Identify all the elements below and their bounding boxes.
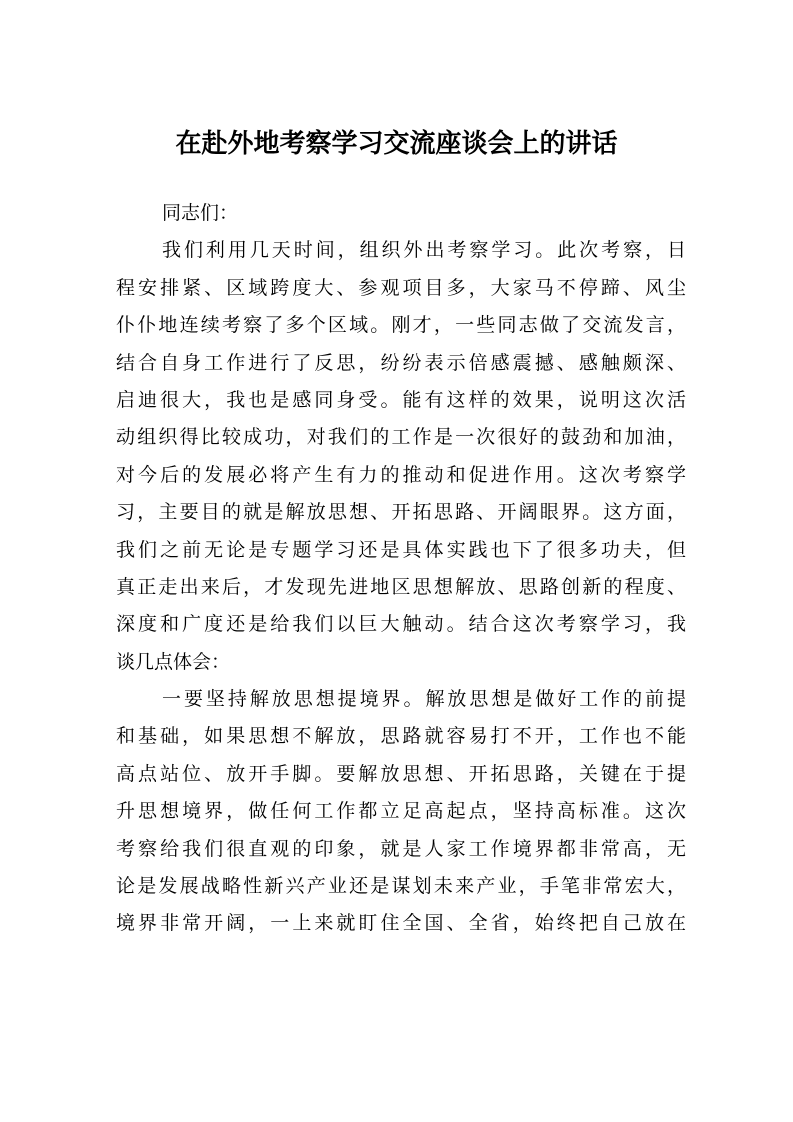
document-title: 在赴外地考察学习交流座谈会上的讲话 [175, 129, 618, 159]
paragraph-line: 结合自身工作进行了反思，纷纷表示倍感震撼、感触颇深、 [116, 351, 686, 374]
paragraph-line: 习，主要目的就是解放思想、开拓思路、开阔眼界。这方面， [116, 501, 686, 524]
paragraph-line: 境界非常开阔，一上来就盯住全国、全省，始终把自己放在 [116, 912, 686, 935]
paragraph-line: 考察给我们很直观的印象，就是人家工作境界都非常高，无 [116, 837, 686, 860]
paragraph-line: 对今后的发展必将产生有力的推动和促进作用。这次考察学 [116, 463, 686, 486]
paragraph-line: 升思想境界，做任何工作都立足高起点，坚持高标准。这次 [116, 800, 686, 823]
paragraph-line: 和基础，如果思想不解放，思路就容易打不开，工作也不能 [116, 725, 686, 748]
paragraph-line: 我们利用几天时间，组织外出考察学习。此次考察，日 [162, 239, 686, 262]
salutation-line: 同志们： [162, 202, 239, 224]
paragraph-line: 深度和广度还是给我们以巨大触动。结合这次考察学习，我 [116, 613, 686, 636]
paragraph-line: 真正走出来后，才发现先进地区思想解放、思路创新的程度、 [116, 575, 686, 598]
paragraph-line: 启迪很大，我也是感同身受。能有这样的效果，说明这次活 [116, 388, 686, 411]
paragraph-line: 论是发展战略性新兴产业还是谋划未来产业，手笔非常宏大， [116, 875, 686, 898]
paragraph-line: 动组织得比较成功，对我们的工作是一次很好的鼓劲和加油， [116, 426, 686, 449]
document-body [116, 195, 686, 943]
paragraph-line: 一要坚持解放思想提境界。解放思想是做好工作的前提 [162, 688, 686, 711]
paragraph-line: 仆仆地连续考察了多个区域。刚才，一些同志做了交流发言， [116, 314, 686, 337]
paragraph-line: 谈几点体会： [116, 650, 231, 673]
paragraph-line: 程安排紧、区域跨度大、参观项目多，大家马不停蹄、风尘 [116, 276, 686, 299]
paragraph-line: 我们之前无论是专题学习还是具体实践也下了很多功夫，但 [116, 538, 686, 561]
paragraph-line: 高点站位、放开手脚。要解放思想、开拓思路，关键在于提 [116, 762, 686, 785]
